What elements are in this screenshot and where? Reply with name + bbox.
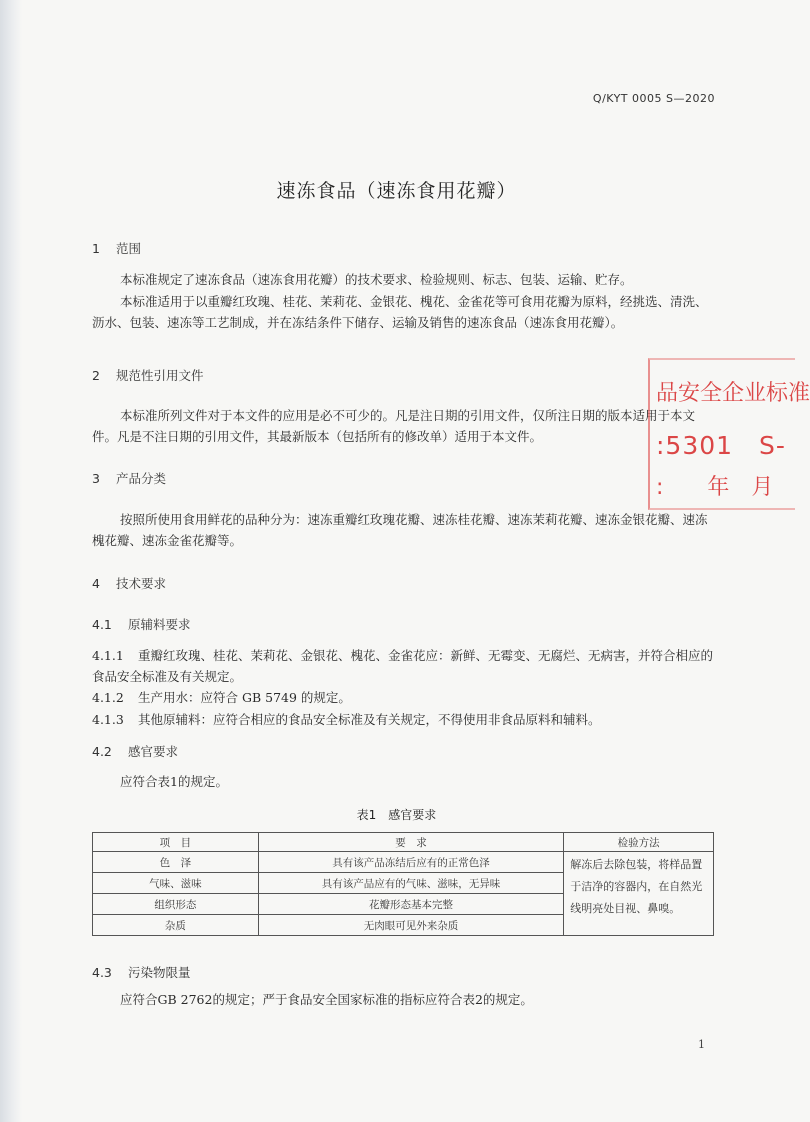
table-cell-requirement: 花瓣形态基本完整: [258, 894, 563, 915]
section-3-para-1: 按照所使用食用鲜花的品种分为：速冻重瓣红玫瑰花瓣、速冻桂花瓣、速冻茉莉花瓣、速冻金银花瓣、速冻槐花瓣、速冻金雀花瓣等。: [92, 512, 708, 548]
sensory-requirements-table: [92, 832, 714, 936]
section-4-2-text: 应符合表1的规定。: [120, 774, 228, 789]
section-number: 4.2: [92, 744, 112, 759]
section-4-heading: [92, 574, 166, 592]
section-4-2-heading: [92, 742, 178, 760]
section-title: 原辅料要求: [128, 617, 191, 632]
table-cell-item: 气味、滋味: [93, 873, 259, 894]
table-header-cell: 检验方法: [564, 833, 714, 852]
section-4-3-heading: [92, 963, 191, 981]
section-number: 3: [92, 471, 100, 486]
stamp-line-2: :5301 S-: [656, 431, 786, 460]
clause-number: 4.1.3: [92, 712, 124, 727]
section-number: 4.3: [92, 965, 112, 980]
table-row: [93, 852, 714, 873]
section-number: 1: [92, 241, 100, 256]
clause-4-1-3: [92, 709, 718, 730]
section-1-heading: [92, 239, 141, 257]
clause-4-1-2: [92, 687, 718, 708]
section-1-para-2: 本标准适用于以重瓣红玫瑰、桂花、茉莉花、金银花、槐花、金雀花等可食用花瓣为原料，经挑选、清洗、沥水、包装、速冻等工艺制成，并在冻结条件下储存、运输及销售的速冻食品（速冻食用花瓣）。: [92, 294, 708, 330]
section-title: 技术要求: [116, 576, 167, 591]
table-cell-method: 解冻后去除包装，将样品置于洁净的容器内，在自然光线明亮处目视、鼻嗅。: [564, 852, 714, 936]
clause-text: 其他原辅料：应符合相应的食品安全标准及有关规定，不得使用非食品原料和辅料。: [138, 712, 601, 727]
clause-number: 4.1.2: [92, 690, 124, 705]
section-title: 感官要求: [128, 744, 179, 759]
clause-number: 4.1.1: [92, 648, 124, 663]
stamp-line-3: : 年 月: [656, 475, 774, 500]
document-code: Q/KYT 0005 S—2020: [592, 92, 715, 105]
section-number: 2: [92, 368, 100, 383]
scan-edge: [0, 0, 22, 1122]
table-cell-requirement: 具有该产品应有的气味、滋味，无异味: [258, 873, 563, 894]
clause-text: 生产用水：应符合 GB 5749 的规定。: [138, 690, 351, 705]
table-cell-item: 组织形态: [93, 894, 259, 915]
section-title: 范围: [116, 241, 142, 256]
table-1-caption: 表1 感官要求: [356, 808, 437, 822]
section-number: 4.1: [92, 617, 112, 632]
section-title: 规范性引用文件: [116, 368, 204, 383]
table-header-cell: 项 目: [93, 833, 259, 852]
section-number: 4: [92, 576, 100, 591]
section-1-para-1: 本标准规定了速冻食品（速冻食用花瓣）的技术要求、检验规则、标志、包装、运输、贮存。: [120, 272, 633, 287]
page-number: 1: [698, 1038, 705, 1051]
clause-4-1-1: [92, 645, 718, 687]
document-title: 速冻食品（速冻食用花瓣）: [276, 180, 517, 202]
registration-stamp: [648, 358, 810, 510]
table-cell-item: 色 泽: [93, 852, 259, 873]
section-4-1-heading: [92, 615, 191, 633]
stamp-line-1: 品安全企业标准: [656, 381, 810, 406]
section-title: 产品分类: [116, 471, 167, 486]
clause-text: 重瓣红玫瑰、桂花、茉莉花、金银花、槐花、金雀花应：新鲜、无霉变、无腐烂、无病害，并符合相应的食品安全标准及有关规定。: [92, 648, 714, 684]
table-cell-requirement: 具有该产品冻结后应有的正常色泽: [258, 852, 563, 873]
table-header-row: [93, 833, 714, 852]
table-cell-requirement: 无肉眼可见外来杂质: [258, 915, 563, 936]
section-2-heading: [92, 366, 204, 384]
table-header-cell: 要 求: [258, 833, 563, 852]
section-2-para-1: 本标准所列文件对于本文件的应用是必不可少的。凡是注日期的引用文件，仅所注日期的版本适用于本文件。凡是不注日期的引用文件，其最新版本（包括所有的修改单）适用于本文件。: [92, 408, 696, 444]
section-4-3-text: 应符合GB 2762的规定；严于食品安全国家标准的指标应符合表2的规定。: [120, 992, 533, 1007]
section-3-heading: [92, 469, 166, 487]
table-cell-item: 杂质: [93, 915, 259, 936]
section-title: 污染物限量: [128, 965, 191, 980]
